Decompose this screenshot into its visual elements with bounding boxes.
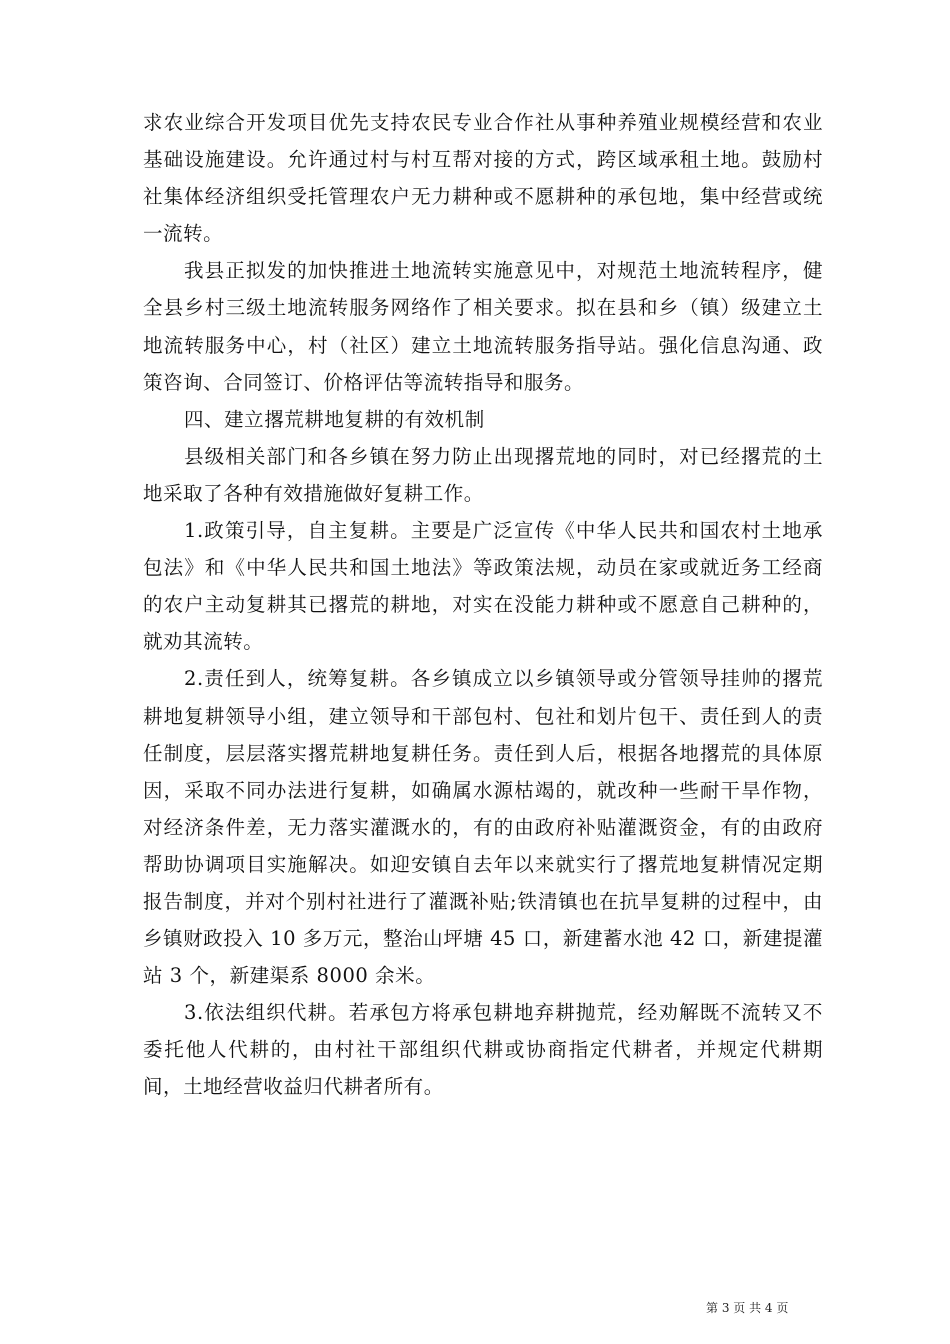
paragraph-continued: 求农业综合开发项目优先支持农民专业合作社从事种养殖业规模经营和农业基础设施建设。允许通过村与村互帮对接的方式，跨区域承租土地。鼓励村社集体经济组织受托管理农户无力耕种或不愿耕种的承包地，集中经营或统一流转。 — [143, 111, 823, 246]
paragraph-recultivation-intro: 县级相关部门和各乡镇在努力防止出现撂荒地的同时，对已经撂荒的土地采取了各种有效措施做好复耕工作。 — [143, 444, 823, 505]
paragraph-item-3-proxy-farming: 3.依法组织代耕。若承包方将承包耕地弃耕抛荒，经劝解既不流转又不委托他人代耕的，由村社干部组织代耕或协商指定代耕者，并规定代耕期间，土地经营收益归代耕者所有。 — [143, 1001, 823, 1099]
document-body — [143, 104, 823, 1106]
paragraph-item-1-policy-guidance: 1.政策引导，自主复耕。主要是广泛宣传《中华人民共和国农村土地承包法》和《中华人民共和国土地法》等政策法规，动员在家或就近务工经商的农户主动复耕其已撂荒的耕地，对实在没能力耕种或不愿意自己耕种的，就劝其流转。 — [143, 519, 823, 654]
section-heading-4: 四、建立撂荒耕地复耕的有效机制 — [184, 407, 485, 431]
paragraph-item-2-responsibility: 2.责任到人，统筹复耕。各乡镇成立以乡镇领导或分管领导挂帅的撂荒耕地复耕领导小组，建立领导和干部包村、包社和划片包干、责任到人的责任制度，层层落实撂荒耕地复耕任务。责任到人后，根据各地撂荒的具体原因，采取不同办法进行复耕，如确属水源枯竭的，就改种一些耐干旱作物，对经济条件差，无力落实灌溉水的，有的由政府补贴灌溉资金，有的由政府帮助协调项目实施解决。如迎安镇自去年以来就实行了撂荒地复耕情况定期报告制度，并对个别村社进行了灌溉补贴;铁清镇也在抗旱复耕的过程中，由乡镇财政投入 10 多万元，整治山坪塘 45 口，新建蓄水池 42 口，新建提灌站 3 个，新建渠系 8000 余米。 — [143, 667, 823, 988]
paragraph-land-transfer-service: 我县正拟发的加快推进土地流转实施意见中，对规范土地流转程序，健全县乡村三级土地流转服务网络作了相关要求。拟在县和乡（镇）级建立土地流转服务中心，村（社区）建立土地流转服务指导站。强化信息沟通、政策咨询、合同签订、价格评估等流转指导和服务。 — [143, 259, 823, 394]
page-number-footer: 第 3 页 共 4 页 — [706, 1301, 789, 1315]
